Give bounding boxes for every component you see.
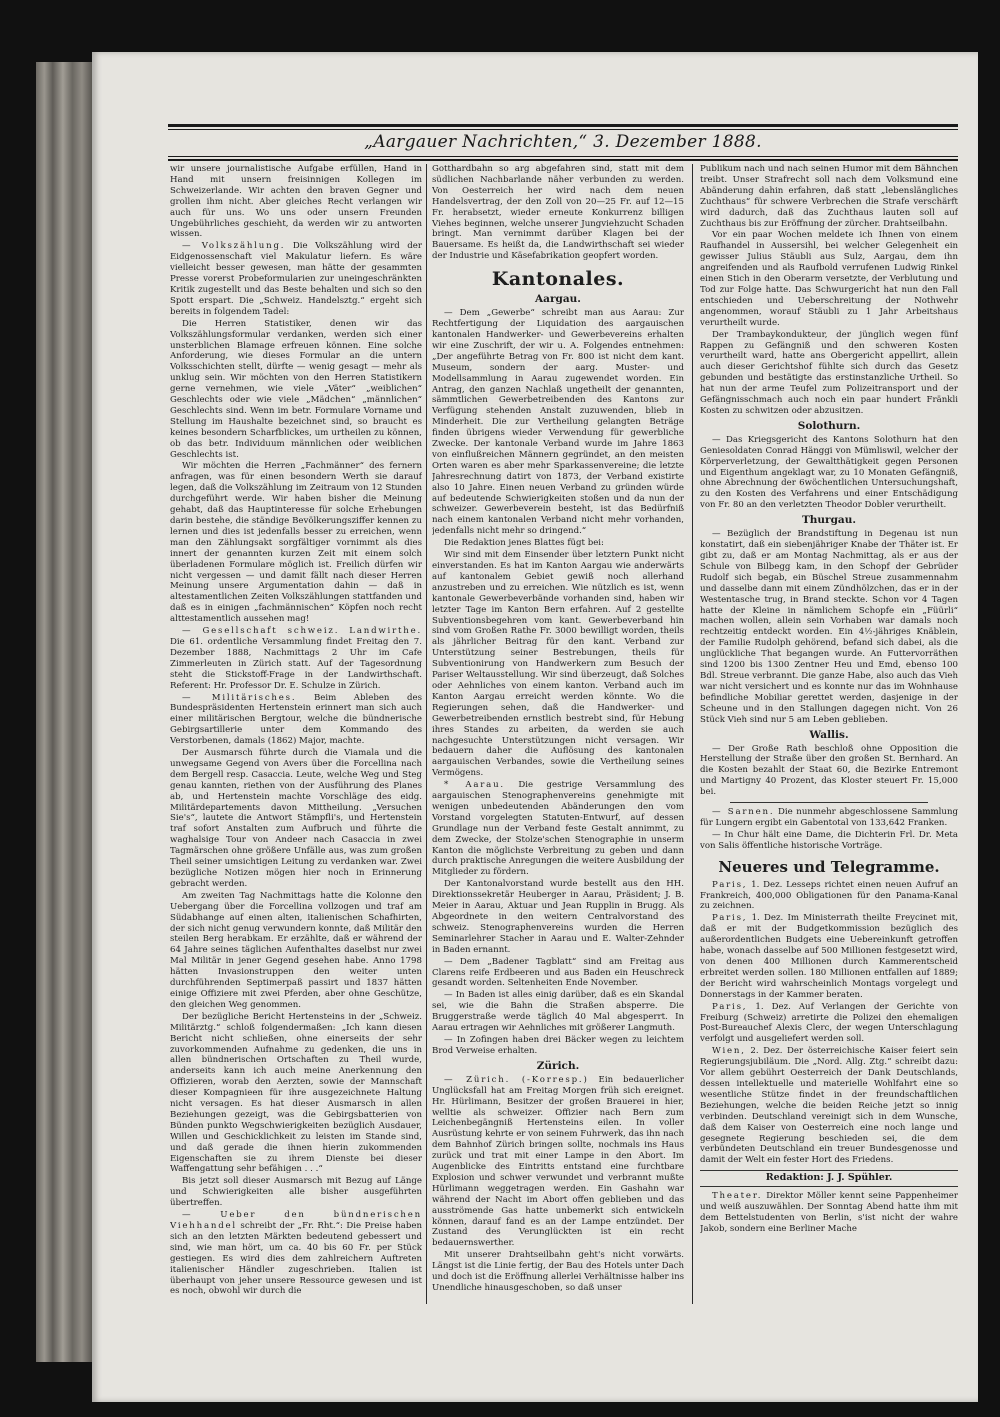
telegram-paris-1: Paris, 1. Dez. Lesseps richtet einen neuen Aufruf an Frankreich, 400,000 Obligationen für den Panama-Kanal zu zeichnen. [700, 879, 958, 912]
article-paragraph: Der bezügliche Bericht Hertensteins in der „Schweiz. Militärztg.“ schloß folgendermaßen: „Ich kann diesen Bericht nicht schließen, ohne einerseits der sehr zuvorkommenden Aufnahme zu gedenken, die uns in allen bündnerischen Ortschaften zu Theil wurde, anderseits kann ich auch meine Anerkennung den Offizieren, worab den Aerzten, sowie der Mannschaft dieser Kompagnieen für ihre ausgezeichnete Haltung nicht versagen. Es hat dieser Ausmarsch in allen Beziehungen gezeigt, was die Gebirgsbatterien von Bünden punkto Wegschwierigkeiten bezüglich Ausdauer, Willen und Geschicklichkeit zu leisten im Stande sind, und daß gerade die ihnen hierin zukommenden Eigenschaften sie zu ihrem Dienste bei dieser Waffengattung sehr befähigen . . .“ [170, 1011, 422, 1175]
telegram-wien: Wien, 2. Dez. Der österreichische Kaiser feiert sein Regierungsjubiläum. Die „Nord. Allg. Ztg.“ schreibt dazu: Vor allem gebührt Oesterreich der Dank Deutschlands, dessen intellektuelle und materielle Wohlfahrt eine so wesentliche Stütze findet in der freundschaftlichen Beziehungen, welche die beiden Reiche jetzt so innig verbinden. Deutschland vereinigt sich in dem Wunsche, daß dem Kaiser von Oesterreich eine noch lange und gesegnete Regierung beschieden sei, die dem verbündeten Deutschland ein treuer Bundesgenosse und damit der Welt ein fester Hort des Friedens. [700, 1046, 958, 1166]
article-paragraph: Die Herren Statistiker, denen wir das Volkszählungsformular verdanken, werden sich einer unsterblichen Blamage erfreuen können. Eine solche Anforderung, wie dieses Formular an die untern Volksschichten stellt, dürfte — wenig gesagt — mehr als unklug sein. Wir möchten von den Herren Statistikern gerne vernehmen, wie viele „Väter“ „weiblichen“ Geschlechts oder wie viele „Mädchen“ „männlichen“ Geschlechts sind. Wenn im betr. Formulare Vorname und Stellung im Haushalte bezeichnet sind, so braucht es keines besondern Scharfblickes, um urtheilen zu können, ob das betr. Individuum männlichen oder weiblichen Geschlechts ist. [170, 318, 422, 460]
article-paragraph: Vor ein paar Wochen meldete ich Ihnen von einem Raufhandel in Aussersihl, bei welcher Gelegenheit ein gewisser Julius Stäubli aus Sulz, Aargau, dem ihn angreifenden und als Raufbold verrufenen Ludwig Rinkel einen Stich in den Oberarm versetzte, der Verblutung und Tod zur Folge hatte. Das Schwurgericht hat nun den Fall entschieden und Ueberschreitung der Nothwehr angenommen, worauf Stäubli zu 1 Jahr Arbeitshaus verurtheilt wurde. [700, 230, 958, 328]
telegram-dateline: Paris, [712, 879, 748, 890]
article-paragraph: Wir möchten die Herren „Fachmänner“ des fernern anfragen, was für einen besondern Werth sie darauf legen, daß die Volkszählung im Zeitraum von 12 Stunden durchgeführt werde. Wir haben bisher die Meinung gehabt, daß das Hauptinteresse für solche Erhebungen darin bestehe, die ständige Bevölkerungsziffer kennen zu lernen und dies ist jedenfalls besser zu erreichen, wenn man den Zählungsakt sorgfältiger vornimmt als dies innert der genannten kurzen Zeit mit einem solch überladenen Formulare möglich ist. Freilich dürfen wir nicht vergessen — und damit fällt nach dieser Herren Meinung unsere Argumentation dahin — daß in altestamentlichen Zeiten Volkszählungen stattfanden und daß es in einigen „fachmännischen“ Köpfen noch recht alttestamentlich aussehen mag! [170, 461, 422, 625]
column-divider-2 [692, 164, 693, 1304]
article-paragraph: Der Ausmarsch führte durch die Viamala und die unwegsame Gegend von Avers über die Forcellina nach dem Bergell resp. Casaccia. Leute, welche Weg und Steg genau kannten, riethen von der Ausführung des Planes ab, und Hertenstein machte Vorschläge des eidg. Militärdepartements davon Mittheilung. „Versuchen Sie's“, lautete die Antwort Stämpfli's, und Hertenstein traf sofort Anstalten zum Aufbruch und führte die waghalsige Tour von Andeer nach Casaccia in zwei Tagmärschen ohne größere Unfälle aus, was zum großen Theil seiner umsichtigen Leitung zu verdanken war. Zwei bezügliche Notizen mögen hier noch in Erinnerung gebracht werden. [170, 748, 422, 889]
article-volkszaehlung: — Volkszählung. Die Volkszählung wird der Eidgenossenschaft viel Makulatur liefern. Es wäre vielleicht besser gewesen, man hätte der gesammten Presse vorerst Probeformularien zur uneingeschränkten Kritik zugestellt und das Beste behalten und sich so den Spott erspart. Die „Schweiz. Handelsztg.“ ergeht sich bereits in folgendem Tadel: [170, 241, 422, 317]
article-paragraph: Am zweiten Tag Nachmittags hatte die Kolonne den Uebergang über die Forcellina vollzogen und traf am Südabhange auf einen alten, italienischen Schafhirten, der sich nicht genug verwundern konnte, daß Militär den steilen Berg herabkam. Er erzählte, daß er während der 64 Jahre seines täglichen Aufenthaltes daselbst nur zwei Mal Militär in jener Gegend gesehen habe. Anno 1798 hätten Invasionstruppen den weiter unten durchführenden Septimerpaß passirt und 1837 hätten einige Offiziere mit zwei Pferden, aber ohne Geschütze, den gleichen Weg genommen. [170, 890, 422, 1010]
telegram-dateline: Wien, [712, 1046, 746, 1057]
article-landwirthe: — Gesellschaft schweiz. Landwirthe. Die 61. ordentliche Versammlung findet Freitag den 7. Dezember 1888, Nachmittags 2 Uhr im Cafe Zimmerleuten in Zürich statt. Auf der Tagesordnung steht die Stickstoff-Frage in der Landwirthschaft. Referent: Hr. Professor Dr. E. Schulze in Zürich. [170, 626, 422, 691]
telegram-paris-3: Paris, 1. Dez. Auf Verlangen der Gerichte von Freiburg (Schweiz) arretirte die Polizei den ehemaligen Post-Bureauchef Alexis Clerc, der wegen Unterschlagung verfolgt und ausgeliefert werden soll. [700, 1001, 958, 1045]
article-paragraph: — In Chur hält eine Dame, die Dichterin Frl. Dr. Meta von Salis öffentliche historische Vorträge. [700, 829, 958, 851]
article-heading: — Zürich. (-Korresp.) [444, 1074, 589, 1085]
article-paragraph: Mit unserer Drahtseilbahn geht's nicht vorwärts. Längst ist die Linie fertig, der Bau des Hotels unter Dach und doch ist die Eröffnung allerlei Verhältnisse halber ins Unendliche hinausgeschoben, so daß unser [432, 1250, 684, 1293]
masthead-bottom-rule-thick [168, 159, 958, 161]
article-paragraph: — Dem „Gewerbe“ schreibt man aus Aarau: Zur Rechtfertigung der Liquidation des aargauischen kantonalen Handwerker- und Gewerbevereins erhalten wir eine Zuschrift, der wir u. A. Folgendes entnehmen: „Der angeführte Betrag von Fr. 800 ist nicht dem kant. Museum, sondern der aarg. Muster- und Modellsammlung in Aarau zugewendet worden. Ein Antrag, den ganzen Nachlaß ungetheilt der genannten, sämmtlichen Gewerbetreibenden des Kantons zur Verfügung stehenden Anstalt zuzuwenden, blieb in Minderheit. Die zur Vertheilung gelangten Beträge finden übrigens wieder Verwendung für gewerbliche Zwecke. Der kantonale Verband wurde im Jahre 1863 von einflußreichen Männern gegründet, an den meisten Orten waren es aber mehr Sparkassenvereine; die letzte Jahresrechnung datirt von 1873, der Verband existirte also 10 Jahre. Einen neuen Verband zu gründen würde auf bedeutende Schwierigkeiten stoßen und da nun der schweizer. Gewerbeverein besteht, ist das Bedürfniß nach einem kantonalen Verband nicht mehr vorhanden, jedenfalls nicht mehr so dringend.“ [432, 308, 684, 537]
article-paragraph: Publikum nach und nach seinen Humor mit dem Bähnchen treibt. Unser Strafrecht soll nach dem Volksmund eine Abänderung dahin erfahren, daß statt „lebenslängliches Zuchthaus“ für schwere Verbrechen die Strafe verschärft wird dadurch, daß das Zuchthaus lauten soll auf Zuchthaus bis zur Eröffnung der zürcher. Drahtseilbahn. [700, 164, 958, 229]
article-viehhandel: — Ueber den bündnerischen Viehhandel schreibt der „Fr. Rht.“: Die Preise haben sich an den letzten Märkten bedeutend gebessert und sind, wie man hört, um ca. 40 bis 60 Fr. per Stück gestiegen. Es wird dies dem zahlreichern Auftreten italienischer Händler zugeschrieben. Italien ist überhaupt von jeher unsere Ressource gewesen und ist es noch, obwohl wir durch die [170, 1210, 422, 1297]
article-heading: — Ueber den bündnerischen Viehhandel [170, 1210, 422, 1231]
article-heading: — Volkszählung. [182, 241, 286, 252]
article-sarnen: — Sarnen. Die nunmehr abgeschlossene Sammlung für Lungern ergibt ein Gabentotal von 133,642 Franken. [700, 807, 958, 828]
article-paragraph: Der Trambaykondukteur, der jünglich wegen fünf Rappen zu Gefängniß und den schweren Kosten verurtheilt ward, hatte ans Obergericht appellirt, allein auch dieser Gerichtshof fühlte sich durch das Gesetz gebunden und bestätigte das erstinstanzliche Urtheil. So hat nun der arme Teufel zum Polizeitransport und der Gefängnisschmach auch noch ein paar hundert Fränkli Kosten zu schwitzen oder abzusitzen. [700, 329, 958, 416]
article-zuerich: — Zürich. (-Korresp.) Ein bedauerlicher Unglücksfall hat am Freitag Morgen früh sich ereignet. Hr. Hürlimann, Besitzer der großen Brauerei in hier, welltie als schweizer. Offizier nach Bern zum Leichenbegängniß Hertensteins eilen. In voller Ausrüstung kehrte er von seinem Fuhrwerk, das ihn nach dem Bahnhof Zürich bringen sollte, nochmals ins Haus zurück und trat mit einer Lampe in den Abort. Im Augenblicke des Eintritts entstand eine furchtbare Explosion und schwer verwundet und verbrannt mußte Hürlimann weggetragen werden. Ein Gashahn war während der Nacht im Abort offen geblieben und das ausströmende Gas hatte unbemerkt sich entwickeln können, darauf fand es an der Lampe entzündet. Der Zustand des Verunglückten ist ein recht bedauernswerther. [432, 1074, 684, 1249]
article-paragraph: Der Kantonalvorstand wurde bestellt aus den HH. Direktionssekretär Heuberger in Aarau, Präsident; J. B. Meier in Aarau, Aktuar und Jean Rupplin in Brugg. Als Abgeordnete in den weitern Centralvorstand des schweiz. Stenographenvereins wurden die Herren Seminarlehrer Stacher in Aarau und E. Walter-Zehnder in Baden ernannt. [432, 879, 684, 955]
telegram-paris-2: Paris, 1. Dez. Im Ministerrath theilte Freycinet mit, daß er mit der Budgetkommission bezüglich des außerordentlichen Budgets eine Uebereinkunft getroffen habe, wonach dasselbe auf 500 Millionen festgesetzt wird, von denen 400 Millionen durch Kammerentscheid erbreitet werden sollen. 180 Millionen entfallen auf 1889; der Bericht wird wahrscheinlich Montags vorgelegt und Donnerstags in der Kammer beraten. [700, 913, 958, 1000]
article-stenographen: * Aarau. Die gestrige Versammlung des aargauischen Stenographenvereins genehmigte mit wenigen unbedeutenden Abänderungen den vom Vorstand vorgelegten Statuten-Entwurf, auf dessen Grundlage nun der Verband feste Gestalt annimmt, zu dem Zwecke, der Stolze'schen Stenographie in unserm Kanton die möglichste Verbreitung zu geben und dann durch praktische Anregungen die weitere Ausbildung der Mitglieder zu fördern. [432, 780, 684, 878]
article-heading: Theater. [712, 1191, 763, 1202]
editor-credit: Redaktion: J. J. Spühler. [700, 1170, 958, 1187]
column-divider-1 [426, 164, 427, 1304]
column-1 [170, 164, 422, 1334]
masthead-title: „Aargauer Nachrichten,“ 3. Dezember 1888. [364, 132, 762, 152]
masthead-bottom-rule [168, 156, 958, 157]
telegram-dateline: Paris, [712, 913, 748, 924]
section-heading-kantonales: Kantonales. [491, 268, 625, 291]
article-paragraph: — Der Große Rath beschloß ohne Opposition die Herstellung der Straße über den großen St. Bernhard. An die Kosten bezahlt der Staat 60, die Bezirke Entremont und Martigny 40 Prozent, das Kloster steuert Fr. 15,000 bei. [700, 743, 958, 798]
masthead-top-rule [168, 124, 958, 127]
article-paragraph: — In Baden ist alles einig darüber, daß es ein Skandal sei, wie die Bahn die Straßen absperre. Die Bruggerstraße werde täglich 40 Mal abgesperrt. In Aarau ertragen wir Aehnliches mit größerer Langmuth. [432, 990, 684, 1034]
article-militaerisches: — Militärisches. Beim Ableben des Bundespräsidenten Hertenstein erinnert man sich auch einer militärischen Bergtour, welche die bündnerische Gebirgsartillerie unter dem Kommando des Verstorbenen, damals (1862) Major, machte. [170, 692, 422, 747]
article-heading: — Militärisches. [182, 692, 297, 703]
article-paragraph: — Bezüglich der Brandstiftung in Degenau ist nun konstatirt, daß ein siebenjähriger Knabe der Thäter ist. Er gibt zu, daß er am Montag Nachmittag, als er aus der Schule von Bilbegg kam, in den Schopf der Gebrüder Rudolf sich begab, ein Büschel Streue zusammennahm und dasselbe dann mit einem Zündhölzchen, das er in der Westentasche trug, in Brand steckte. Schon vor 4 Tagen hatte der Kleine in nämlichem Schopfe ein „Füürli“ machen wollen, allein sein Vorhaben war damals noch rechtzeitig entdeckt worden. Ein 4½-jähriges Knäblein, der Familie Rudolph gehörend, befand sich dabei, als die unglückliche That begangen wurde. An Futtervorräthen sind 1200 bis 1300 Zentner Heu und Emd, ebenso 100 Bdl. Streue verbrannt. Die ganze Habe, also auch das Vieh war nicht versichert und es konnte nur das im Wohnhause befindliche Mobiliar gerettet werden, dasjenige in der Scheune und in den Stallungen dagegen nicht. Von 26 Stück Vieh sind nur 5 am Leben geblieben. [700, 529, 958, 725]
section-subheading-zuerich: Zürich. [536, 1059, 580, 1072]
section-subheading-solothurn: Solothurn. [797, 419, 861, 432]
article-paragraph: — Das Kriegsgericht des Kantons Solothurn hat den Geniesoldaten Conrad Hänggi von Mümliswil, welcher der Körperverletzung, der Gewaltthätigkeit gegen Personen und Eigenthum angeklagt war, zu 10 Monaten Gefängniß, ohne Abrechnung der 6wöchentlichen Untersuchungshaft, zu den Kosten des Verfahrens und einer Entschädigung von Fr. 80 an den verletzten Theodor Dobler verurtheilt. [700, 434, 958, 511]
section-rule [730, 802, 928, 803]
article-heading: * Aarau. [444, 780, 505, 791]
telegram-dateline: Paris, [712, 1001, 748, 1012]
article-paragraph: Wir sind mit dem Einsender über letztern Punkt nicht einverstanden. Es hat im Kanton Aargau wie anderwärts auf kantonalem Gebiet gewiß noch allerhand anzustreben und zu erreichen. Wie nützlich es ist, wenn kantonale Gewerbeverbände vorhanden sind, haben wir letzter Tage im Kanton Bern erfahren. Auf 2 gestellte Subventionsbegehren vom kant. Gewerbeverband hin sind vom Großen Rathe Fr. 3000 bewilligt worden, theils als jährlicher Beitrag für den kant. Verband zur Unterstützung seiner Bestrebungen, theils für Subventionirung von Handwerkern zum Besuch der Pariser Weltausstellung. Wir sind überzeugt, daß Solches oder Aehnliches von einem kanton. Verband auch im Kanton Aargau erreicht werden könnte. Wo die Regierungen sehen, daß die Handwerker- und Gewerbetreibenden ernstlich bestrebt sind, für Hebung ihres Standes zu arbeiten, da werden sie auch nachgesuchte Unterstützungen nicht versagen. Wir bedauern daher die Auflösung des kantonalen aargauischen Verbandes, sowie die Vertheilung seines Vermögens. [432, 550, 684, 779]
column-3 [700, 164, 958, 1334]
article-paragraph: Die Redaktion jenes Blattes fügt bei: [444, 538, 604, 549]
article-theater: Theater. Direktor Möller kennt seine Pappenheimer und weiß auszuwählen. Der Sonntag Abend hatte ihm mit dem Bettelstudenten von Berlin, s'ist nicht der wahre Jakob, sondern eine Berliner Mache [700, 1191, 958, 1234]
section-subheading-aargau: Aargau. [535, 293, 581, 306]
section-subheading-thurgau: Thurgau. [801, 514, 857, 527]
column-2 [432, 164, 684, 1334]
article-paragraph: — Dem „Badener Tagblatt“ sind am Freitag aus Clarens reife Erdbeeren und aus Baden ein Heuschreck gesandt worden. Seltenheiten Ende November. [432, 956, 684, 989]
article-paragraph: — In Zofingen haben drei Bäcker wegen zu leichtem Brod Verweise erhalten. [432, 1034, 684, 1056]
masthead-top-rule-thin [168, 129, 958, 130]
page-stack-edge [36, 62, 92, 1362]
article-paragraph: wir unsere journalistische Aufgabe erfüllen, Hand in Hand mit unsern freisinnigen Kollegen im Schweizerlande. Wir achten den braven Gegner und grollen ihm nicht. Aber gleiches Recht verlangen wir auch für uns. Wo uns oder unsern Freunden Ungebührliches geschieht, da werden wir zu antworten wissen. [170, 164, 422, 240]
article-heading: — Gesellschaft schweiz. Landwirthe. [182, 626, 422, 637]
article-paragraph: Bis jetzt soll dieser Ausmarsch mit Bezug auf Länge und Schwierigkeiten alle bisher ausgeführten übertreffen. [170, 1176, 422, 1209]
section-subheading-wallis: Wallis. [809, 728, 849, 741]
section-heading-neueres: Neueres und Telegramme. [718, 857, 940, 876]
article-paragraph: Gotthardbahn so arg abgefahren sind, statt mit dem südlichen Nachbarlande näher verbunden zu werden. Von Oesterreich her wird nach dem neuen Handelsvertrag, der den Zoll von 20—25 Fr. auf 12—15 Fr. herabsetzt, wieder erneute Konkurrenz billigen Viehes beginnen, welche unserer Jungviehzucht Schaden bringt. Man vernimmt darüber Klagen bei der Bauersame. Es heißt da, die Landwirthschaft sei wieder der Industrie und Käsefabrikation geopfert worden. [432, 164, 684, 262]
masthead [168, 124, 958, 158]
article-heading: — Sarnen. [712, 807, 775, 818]
